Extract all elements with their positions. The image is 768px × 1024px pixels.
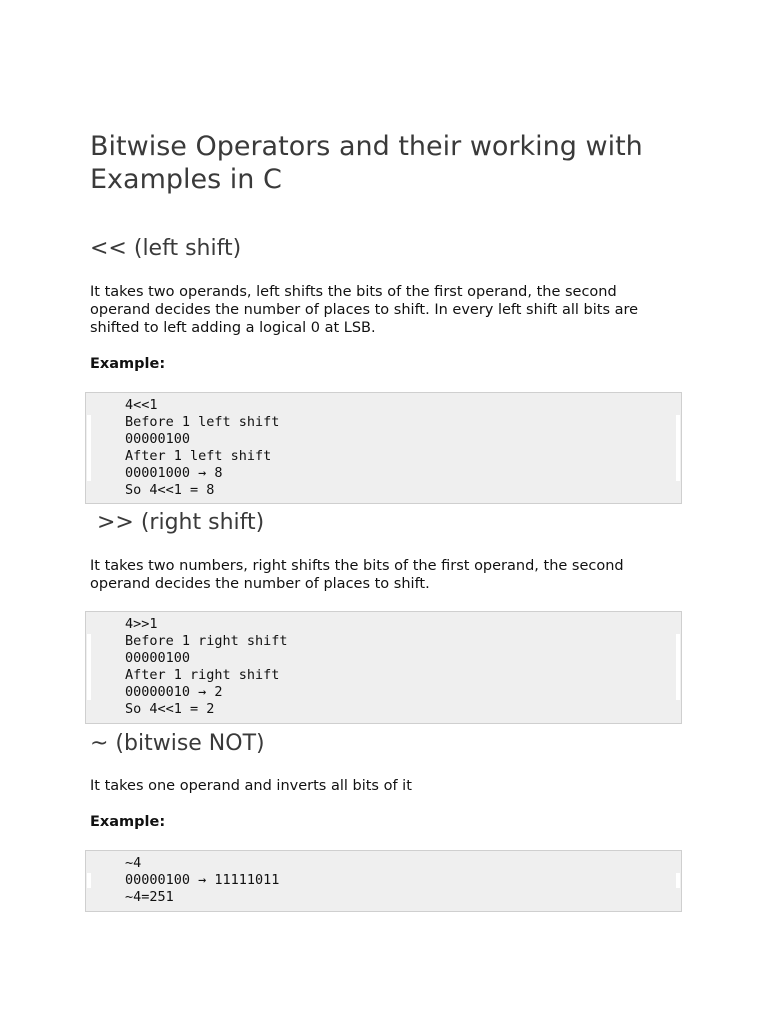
code-line: After 1 left shift: [125, 448, 272, 465]
example-label-bitwise-not: Example:: [90, 814, 166, 830]
section-description-left-shift: It takes two operands, left shifts the bits of the first operand, the second operand decides the number of places to shift. In every left shift all bits are shifted to left adding a logical 0 at LSB.: [90, 284, 639, 336]
code-block-left-bar: [87, 873, 91, 888]
code-block-left-shift: [85, 392, 682, 504]
code-line: 00001000 → 8: [125, 465, 223, 482]
code-line: Before 1 right shift: [125, 633, 288, 650]
section-heading-left-shift: << (left shift): [90, 236, 242, 261]
code-block-right-bar: [676, 415, 680, 481]
code-line: 00000100: [125, 431, 191, 448]
code-line: 4>>1: [125, 616, 158, 632]
code-line: Before 1 left shift: [125, 414, 280, 431]
code-line: 4<<1: [125, 397, 158, 413]
code-block-right-bar: [676, 634, 680, 700]
section-description-bitwise-not: It takes one operand and inverts all bits of it: [90, 778, 412, 794]
page-title: Bitwise Operators and their working with Examples in C: [90, 131, 643, 195]
section-heading-bitwise-not: ~ (bitwise NOT): [90, 731, 265, 756]
code-block-right-shift: [85, 611, 682, 724]
section-heading-right-shift: >> (right shift): [90, 510, 265, 535]
code-block-left-bar: [87, 415, 91, 481]
code-line: So 4<<1 = 8: [125, 482, 215, 499]
code-line: So 4<<1 = 2: [125, 701, 215, 718]
code-block-left-bar: [87, 634, 91, 700]
code-line: 00000100 → 11111011: [125, 872, 280, 889]
code-line: ~4=251: [125, 889, 174, 906]
example-label-left-shift: Example:: [90, 356, 166, 372]
code-block-bitwise-not: [85, 850, 682, 912]
code-line: 00000010 → 2: [125, 684, 223, 701]
section-description-right-shift: It takes two numbers, right shifts the bits of the first operand, the second operand decides the number of places to shift.: [90, 558, 624, 592]
code-line: 00000100: [125, 650, 191, 667]
code-line: After 1 right shift: [125, 667, 280, 684]
code-line: ~4: [125, 855, 142, 871]
code-block-right-bar: [676, 873, 680, 888]
